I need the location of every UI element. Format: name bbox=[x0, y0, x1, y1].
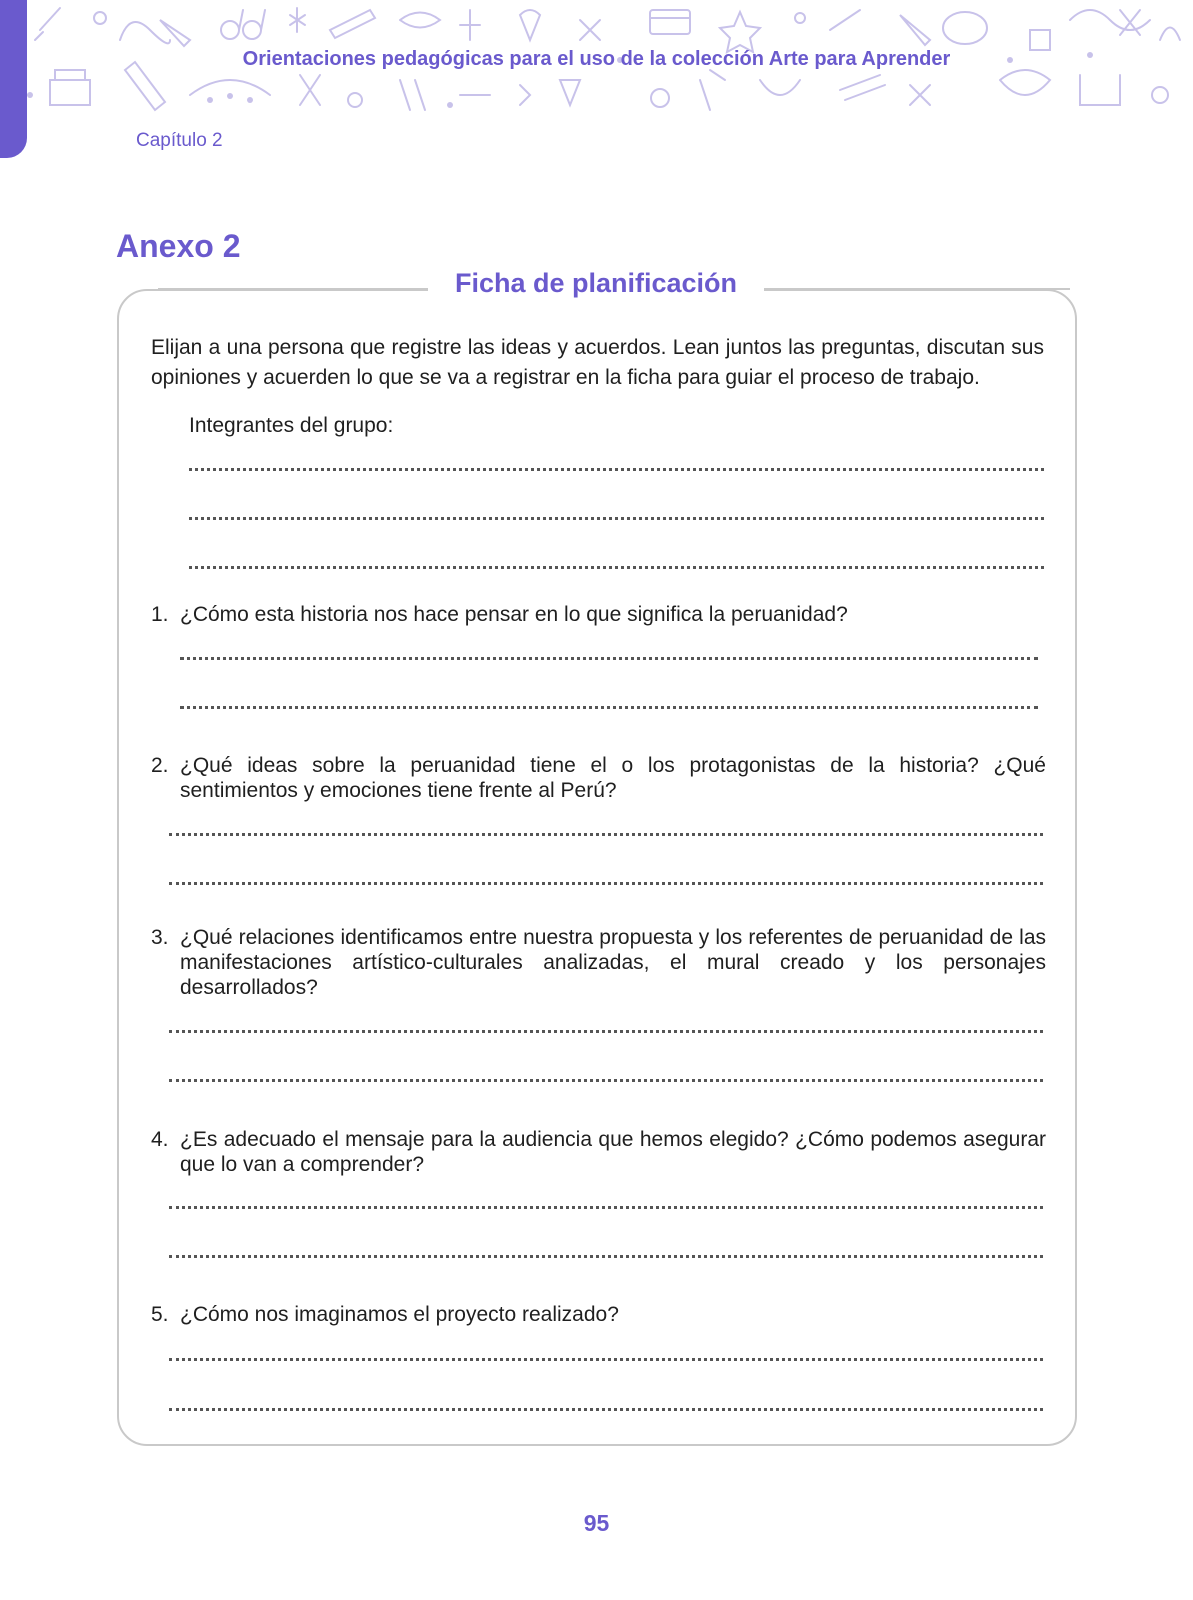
answer-line[interactable] bbox=[169, 1358, 1043, 1361]
question-text: ¿Qué ideas sobre la peruanidad tiene el o los protagonistas de la historia? ¿Qué sentimientos y emociones tiene frente al Perú? bbox=[180, 754, 1046, 802]
answer-line[interactable] bbox=[180, 657, 1038, 660]
planning-form-card bbox=[117, 289, 1077, 1446]
publication-title: Orientaciones pedagógicas para el uso de la colección Arte para Aprender bbox=[242, 48, 951, 70]
question-number: 5. bbox=[151, 1303, 169, 1326]
card-title-rule-left bbox=[158, 288, 428, 290]
answer-line[interactable] bbox=[169, 1255, 1043, 1258]
answer-line[interactable] bbox=[169, 1030, 1043, 1033]
page-number: 95 bbox=[583, 1510, 610, 1536]
question-number: 2. bbox=[151, 754, 169, 777]
question-text: ¿Qué relaciones identificamos entre nuestra propuesta y los referentes de peruanidad de las manifestaciones artístico-culturales analizadas, el mural creado y los personajes desarrollados? bbox=[180, 926, 1046, 999]
answer-line[interactable] bbox=[169, 1408, 1043, 1411]
answer-line[interactable] bbox=[189, 468, 1044, 471]
card-title: Ficha de planificación bbox=[428, 268, 764, 299]
answer-line[interactable] bbox=[189, 566, 1044, 569]
question-number: 4. bbox=[151, 1128, 169, 1151]
answer-line[interactable] bbox=[169, 833, 1043, 836]
card-title-rule-right bbox=[764, 288, 1070, 290]
question-text: ¿Es adecuado el mensaje para la audiencia que hemos elegido? ¿Cómo podemos asegurar que lo van a comprender? bbox=[180, 1128, 1046, 1176]
instructions-paragraph: Elijan a una persona que registre las ideas y acuerdos. Lean juntos las preguntas, discutan sus opiniones y acuerden lo que se va a registrar en la ficha para guiar el proceso de trabajo. bbox=[151, 336, 1044, 389]
chapter-label: Capítulo 2 bbox=[136, 130, 223, 151]
answer-line[interactable] bbox=[180, 706, 1038, 709]
question-text: ¿Cómo esta historia nos hace pensar en lo que significa la peruanidad? bbox=[180, 603, 848, 626]
group-members-label: Integrantes del grupo: bbox=[189, 414, 394, 437]
annex-title: Anexo 2 bbox=[116, 228, 241, 264]
answer-line[interactable] bbox=[189, 517, 1044, 520]
answer-line[interactable] bbox=[169, 1206, 1043, 1209]
question-number: 1. bbox=[151, 603, 169, 626]
answer-line[interactable] bbox=[169, 882, 1043, 885]
answer-line[interactable] bbox=[169, 1079, 1043, 1082]
question-text: ¿Cómo nos imaginamos el proyecto realizado? bbox=[180, 1303, 619, 1326]
question-number: 3. bbox=[151, 926, 169, 949]
